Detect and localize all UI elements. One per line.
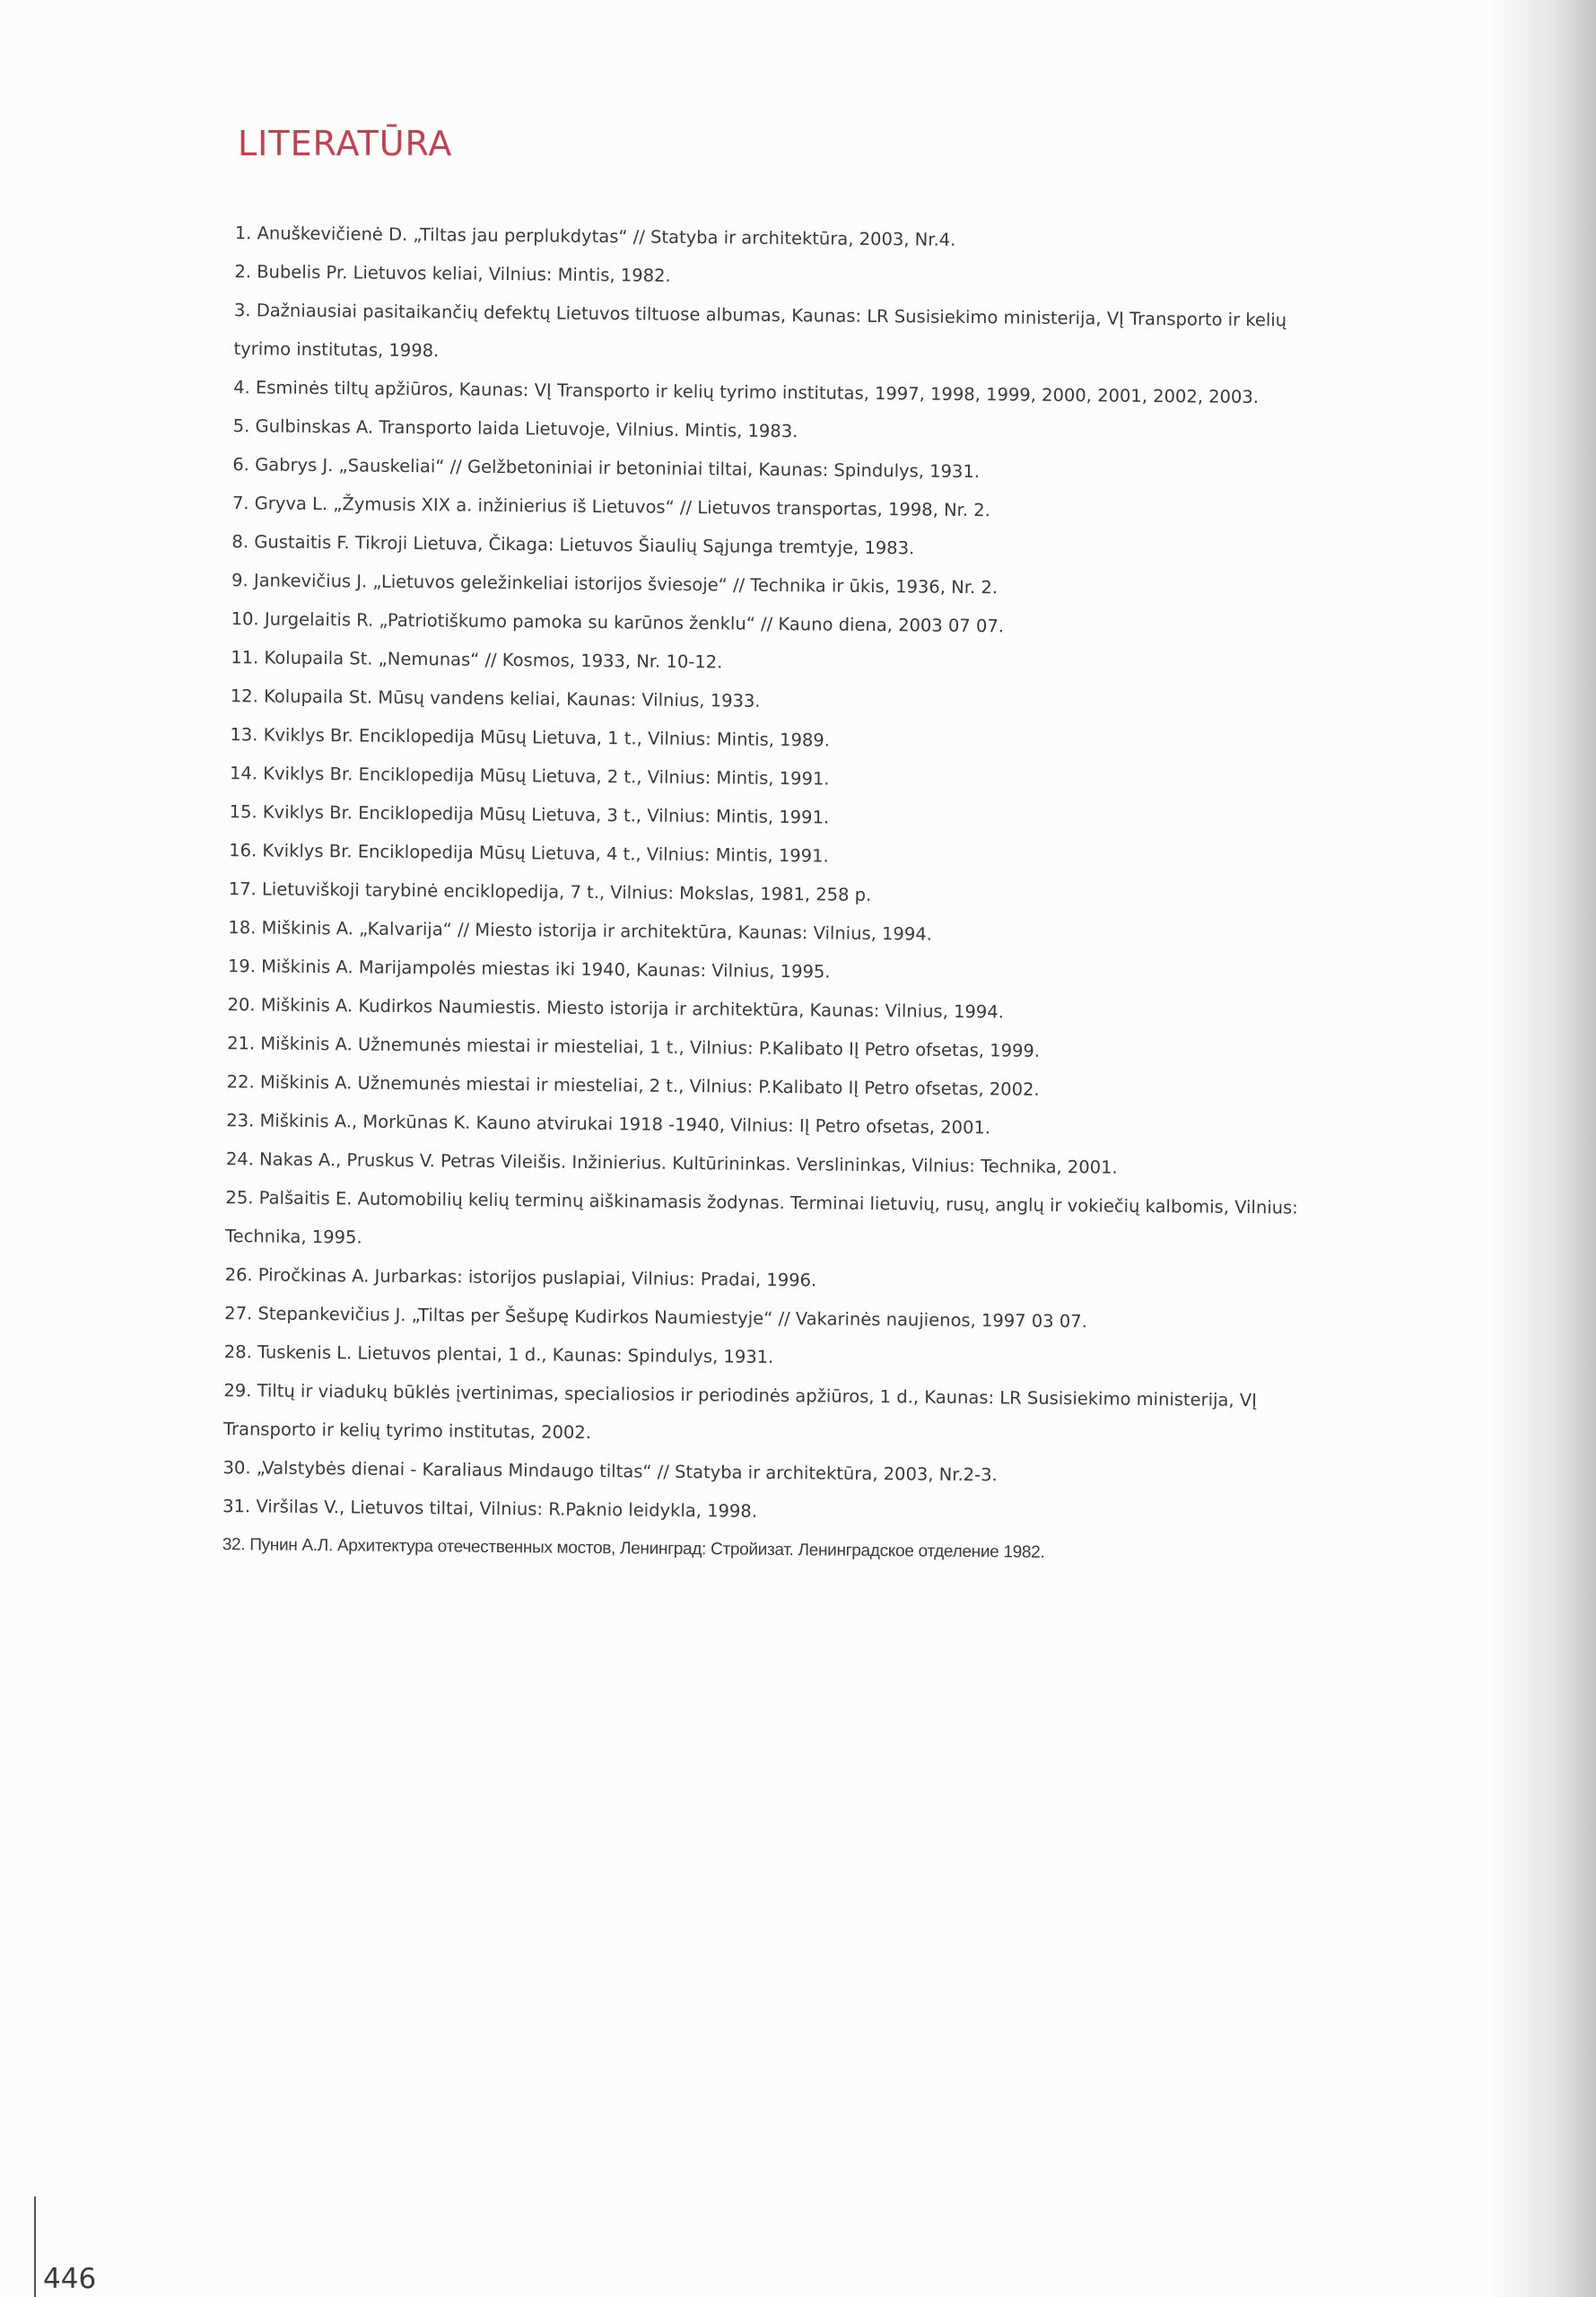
reference-text: Gustaitis F. Tikroji Lietuva, Čikaga: Lietuvos Šiaulių Sąjunga tremtyje, 1983. bbox=[254, 531, 915, 559]
reference-number: 18. bbox=[228, 917, 257, 939]
reference-text: Пунин А.Л. Архитектура отечественных мостов, Ленинград: Стройизат. Ленинградское отделение 1982. bbox=[249, 1535, 1045, 1562]
reference-number: 28. bbox=[223, 1341, 252, 1363]
reference-text: Nakas A., Pruskus V. Petras Vileišis. Inžinierius. Kultūrininkas. Verslininkas, Vilnius: Technika, 2001. bbox=[258, 1148, 1118, 1178]
reference-text: Miškinis A. Marijampolės miestas iki 1940, Kaunas: Vilnius, 1995. bbox=[261, 956, 831, 983]
reference-text: Miškinis A. Kudirkos Naumiestis. Miesto istorija ir architektūra, Kaunas: Vilnius, 1994. bbox=[260, 994, 1004, 1023]
reference-text: Piročkinas A. Jurbarkas: istorijos puslapiai, Vilnius: Pradai, 1996. bbox=[257, 1264, 817, 1291]
reference-text: Palšaitis E. Automobilių kelių terminų aiškinamasis žodynas. Terminai lietuvių, rusų, anglų ir vokiečių kalbomis, Vilnius: Technika, 1995. bbox=[224, 1187, 1298, 1248]
reference-number: 8. bbox=[231, 531, 249, 553]
reference-text: Jurgelaitis R. „Patriotiškumo pamoka su karūnos ženklu“ // Kauno diena, 2003 07 07. bbox=[264, 608, 1005, 637]
reference-number: 19. bbox=[227, 956, 257, 977]
reference-text: Kviklys Br. Enciklopedija Mūsų Lietuva, 4 t., Vilnius: Mintis, 1991. bbox=[262, 840, 829, 867]
reference-text: Gulbinskas A. Transporto laida Lietuvoje, Vilnius. Mintis, 1983. bbox=[255, 415, 798, 442]
reference-text: Kolupaila St. „Nemunas“ // Kosmos, 1933, Nr. 10-12. bbox=[264, 647, 723, 673]
reference-number: 17. bbox=[228, 878, 257, 900]
reference-text: Dažniausiai pasitaikančių defektų Lietuvos tiltuose albumas, Kaunas: LR Susisiekimo ministerija, VĮ Transporto ir kelių tyrimo institutas, 1998. bbox=[233, 300, 1287, 362]
reference-text: Lietuviškoji tarybinė enciklopedija, 7 t., Vilnius: Mokslas, 1981, 258 p. bbox=[261, 878, 872, 905]
reference-number: 6. bbox=[232, 454, 250, 476]
reference-number: 20. bbox=[227, 994, 256, 1016]
reference-text: Esminės tiltų apžiūros, Kaunas: VĮ Transporto ir kelių tyrimo institutas, 1997, 1998, 1999, 2000, 2001, 2002, 2003. bbox=[255, 377, 1260, 408]
reference-number: 5. bbox=[232, 415, 250, 437]
reference-text: Bubelis Pr. Lietuvos keliai, Vilnius: Mintis, 1982. bbox=[257, 261, 671, 286]
reference-text: Tuskenis L. Lietuvos plentai, 1 d., Kaunas: Spindulys, 1931. bbox=[257, 1341, 774, 1367]
reference-number: 1. bbox=[234, 223, 252, 244]
reference-item-3 bbox=[221, 291, 1325, 379]
page-number: 446 bbox=[43, 2263, 97, 2295]
reference-text: Viršilas V., Lietuvos tiltai, Vilnius: R.Paknio leidykla, 1998. bbox=[256, 1496, 758, 1522]
reference-text: Stepankevičius J. „Tiltas per Šešupę Kudirkos Naumiestyje“ // Vakarinės naujienos, 1997 03 07. bbox=[257, 1303, 1087, 1332]
reference-list bbox=[210, 214, 1326, 1575]
reference-number: 3. bbox=[233, 300, 251, 321]
reference-number: 30. bbox=[222, 1457, 251, 1479]
reference-text: Gabrys J. „Sauskeliai“ // Gelžbetoniniai ir betoniniai tiltai, Kaunas: Spindulys, 1931. bbox=[255, 454, 981, 483]
reference-number: 11. bbox=[231, 647, 259, 668]
reference-number: 21. bbox=[227, 1033, 256, 1054]
reference-number: 26. bbox=[224, 1264, 253, 1286]
reference-text: Kolupaila St. Mūsų vandens keliai, Kaunas: Vilnius, 1933. bbox=[263, 686, 761, 712]
reference-number: 32. bbox=[222, 1535, 246, 1555]
reference-item-29 bbox=[211, 1371, 1315, 1459]
reference-number: 12. bbox=[230, 686, 258, 707]
reference-text: Miškinis A. Užnemunės miestai ir miesteliai, 1 t., Vilnius: P.Kalibato IĮ Petro ofsetas, 1999. bbox=[260, 1033, 1041, 1061]
reference-number: 24. bbox=[225, 1148, 255, 1170]
reference-text: Kviklys Br. Enciklopedija Mūsų Lietuva, 2 t., Vilnius: Mintis, 1991. bbox=[263, 763, 830, 790]
reference-item-25 bbox=[213, 1178, 1317, 1266]
reference-text: Tiltų ir viadukų būklės įvertinimas, specialiosios ir periodinės apžiūros, 1 d., Kaunas: LR Susisiekimo ministerija, VĮ Transporto ir kelių tyrimo institutas, 2002. bbox=[222, 1380, 1258, 1444]
reference-number: 31. bbox=[222, 1496, 251, 1517]
reference-text: Kviklys Br. Enciklopedija Mūsų Lietuva, 3 t., Vilnius: Mintis, 1991. bbox=[262, 801, 830, 828]
reference-text: Gryva L. „Žymusis XIX a. inžinierius iš Lietuvos“ // Lietuvos transportas, 1998, Nr. 2. bbox=[254, 493, 990, 521]
reference-number: 4. bbox=[233, 377, 250, 398]
reference-number: 2. bbox=[234, 261, 252, 283]
reference-number: 13. bbox=[230, 724, 258, 746]
page-number-rule bbox=[34, 2197, 36, 2297]
reference-text: Miškinis A., Morkūnas K. Kauno atvirukai 1918 -1940, Vilnius: IĮ Petro ofsetas, 2001. bbox=[259, 1110, 991, 1139]
reference-text: Jankevičius J. „Lietuvos geležinkeliai istorijos šviesoje“ // Technika ir ūkis, 1936, Nr. 2. bbox=[253, 570, 999, 598]
reference-text: Miškinis A. Užnemunės miestai ir miesteliai, 2 t., Vilnius: P.Kalibato IĮ Petro ofsetas, 2002. bbox=[259, 1071, 1040, 1100]
reference-number: 9. bbox=[231, 570, 249, 591]
reference-number: 10. bbox=[231, 608, 259, 630]
reference-number: 27. bbox=[224, 1303, 253, 1324]
reference-text: Miškinis A. „Kalvarija“ // Miesto istorija ir architektūra, Kaunas: Vilnius, 1994. bbox=[261, 917, 933, 945]
reference-number: 25. bbox=[225, 1187, 254, 1209]
reference-number: 22. bbox=[226, 1071, 255, 1093]
reference-text: „Valstybės dienai - Karaliaus Mindaugo tiltas“ // Statyba ir architektūra, 2003, Nr.2-3. bbox=[256, 1457, 998, 1486]
reference-number: 15. bbox=[229, 801, 257, 823]
reference-number: 7. bbox=[231, 493, 249, 514]
page-title: LITERATŪRA bbox=[238, 124, 453, 163]
reference-text: Kviklys Br. Enciklopedija Mūsų Lietuva, 1 t., Vilnius: Mintis, 1989. bbox=[263, 724, 831, 751]
reference-number: 23. bbox=[226, 1110, 255, 1131]
page-gutter-shadow bbox=[1488, 0, 1596, 2297]
reference-text: Anuškevičienė D. „Tiltas jau perplukdytas“ // Statyba ir architektūra, 2003, Nr.4. bbox=[257, 223, 956, 250]
reference-number: 29. bbox=[223, 1380, 252, 1402]
reference-number: 16. bbox=[229, 840, 257, 861]
reference-number: 14. bbox=[229, 763, 258, 784]
